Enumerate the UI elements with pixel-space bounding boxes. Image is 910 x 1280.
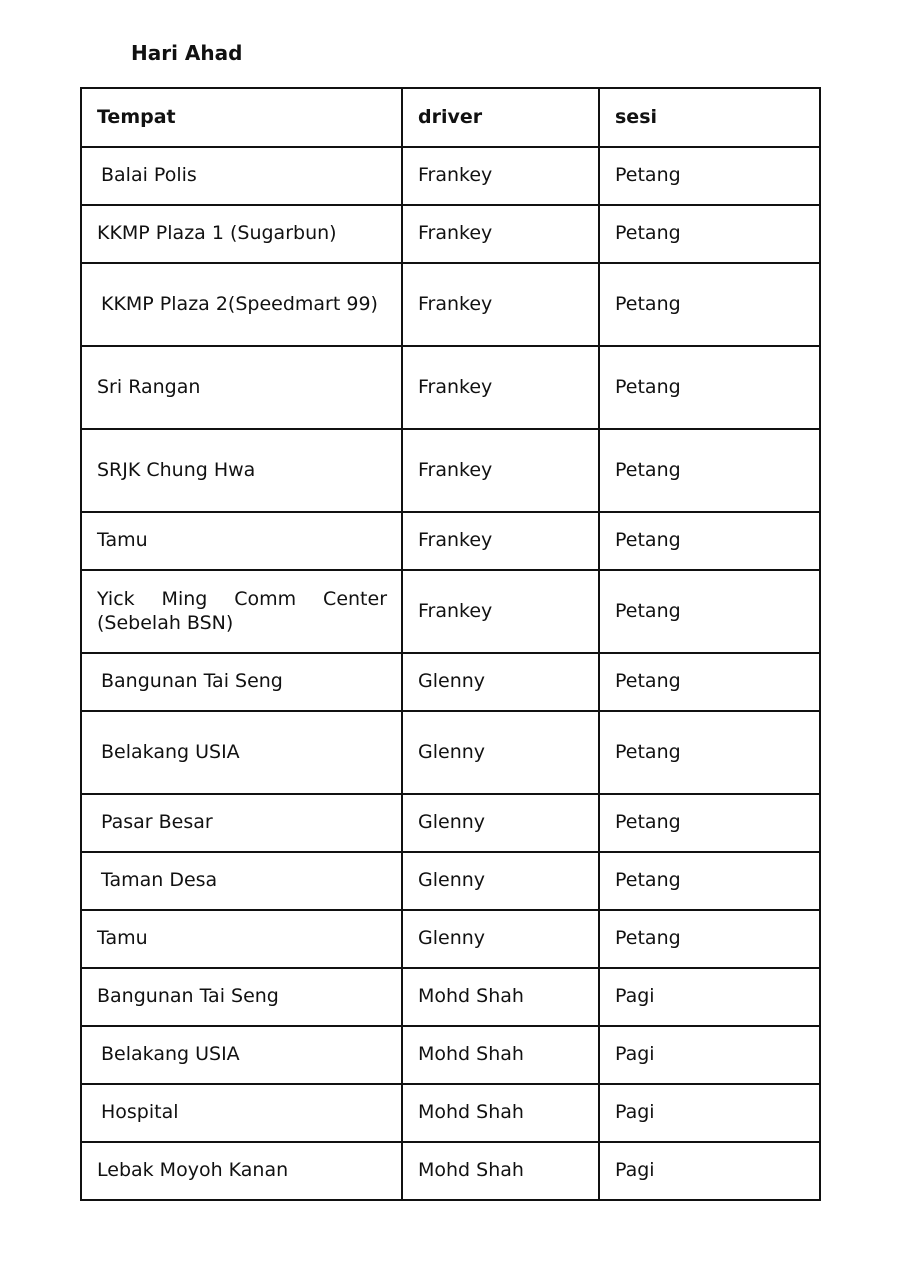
cell-tempat: Tamu	[81, 512, 402, 570]
cell-driver: Glenny	[402, 711, 599, 794]
cell-driver: Glenny	[402, 653, 599, 711]
cell-driver: Mohd Shah	[402, 1084, 599, 1142]
cell-driver: Mohd Shah	[402, 1026, 599, 1084]
cell-sesi: Petang	[599, 346, 820, 429]
cell-sesi: Petang	[599, 794, 820, 852]
table-row	[81, 205, 820, 263]
table-row	[81, 147, 820, 205]
cell-sesi: Petang	[599, 429, 820, 512]
cell-driver: Glenny	[402, 794, 599, 852]
table-row	[81, 794, 820, 852]
cell-tempat: Hospital	[81, 1084, 402, 1142]
table-row	[81, 263, 820, 346]
cell-tempat: KKMP Plaza 2(Speedmart 99)	[81, 263, 402, 346]
cell-tempat: SRJK Chung Hwa	[81, 429, 402, 512]
cell-tempat: Sri Rangan	[81, 346, 402, 429]
cell-sesi: Petang	[599, 653, 820, 711]
table-row	[81, 512, 820, 570]
cell-sesi: Pagi	[599, 1026, 820, 1084]
cell-tempat: Bangunan Tai Seng	[81, 968, 402, 1026]
cell-sesi: Petang	[599, 205, 820, 263]
page-title: Hari Ahad	[131, 41, 243, 65]
table-row	[81, 1026, 820, 1084]
table-row	[81, 1142, 820, 1200]
cell-tempat: Bangunan Tai Seng	[81, 653, 402, 711]
cell-sesi: Petang	[599, 147, 820, 205]
table-row	[81, 910, 820, 968]
cell-tempat: KKMP Plaza 1 (Sugarbun)	[81, 205, 402, 263]
cell-driver: Glenny	[402, 852, 599, 910]
cell-tempat: Pasar Besar	[81, 794, 402, 852]
column-header-tempat: Tempat	[81, 88, 402, 147]
cell-driver: Frankey	[402, 205, 599, 263]
column-header-driver: driver	[402, 88, 599, 147]
cell-tempat: Yick Ming Comm Center (Sebelah BSN)	[81, 570, 402, 653]
cell-driver: Frankey	[402, 147, 599, 205]
cell-sesi: Pagi	[599, 1084, 820, 1142]
cell-sesi: Petang	[599, 263, 820, 346]
cell-tempat: Tamu	[81, 910, 402, 968]
cell-driver: Frankey	[402, 346, 599, 429]
cell-sesi: Petang	[599, 570, 820, 653]
cell-driver: Glenny	[402, 910, 599, 968]
table-row	[81, 968, 820, 1026]
table-row	[81, 429, 820, 512]
table-row	[81, 1084, 820, 1142]
cell-tempat: Belakang USIA	[81, 711, 402, 794]
cell-driver: Mohd Shah	[402, 968, 599, 1026]
cell-driver: Frankey	[402, 263, 599, 346]
cell-sesi: Pagi	[599, 1142, 820, 1200]
cell-driver: Frankey	[402, 429, 599, 512]
table-row	[81, 852, 820, 910]
column-header-sesi: sesi	[599, 88, 820, 147]
cell-sesi: Petang	[599, 852, 820, 910]
cell-driver: Frankey	[402, 570, 599, 653]
cell-sesi: Petang	[599, 512, 820, 570]
cell-sesi: Petang	[599, 910, 820, 968]
cell-tempat: Taman Desa	[81, 852, 402, 910]
cell-tempat: Lebak Moyoh Kanan	[81, 1142, 402, 1200]
table-header-row	[81, 88, 820, 147]
cell-driver: Mohd Shah	[402, 1142, 599, 1200]
table-row	[81, 570, 820, 653]
table-row	[81, 653, 820, 711]
schedule-table	[80, 87, 821, 1201]
cell-tempat: Balai Polis	[81, 147, 402, 205]
cell-sesi: Petang	[599, 711, 820, 794]
cell-driver: Frankey	[402, 512, 599, 570]
table-row	[81, 346, 820, 429]
cell-sesi: Pagi	[599, 968, 820, 1026]
table-row	[81, 711, 820, 794]
cell-tempat: Belakang USIA	[81, 1026, 402, 1084]
